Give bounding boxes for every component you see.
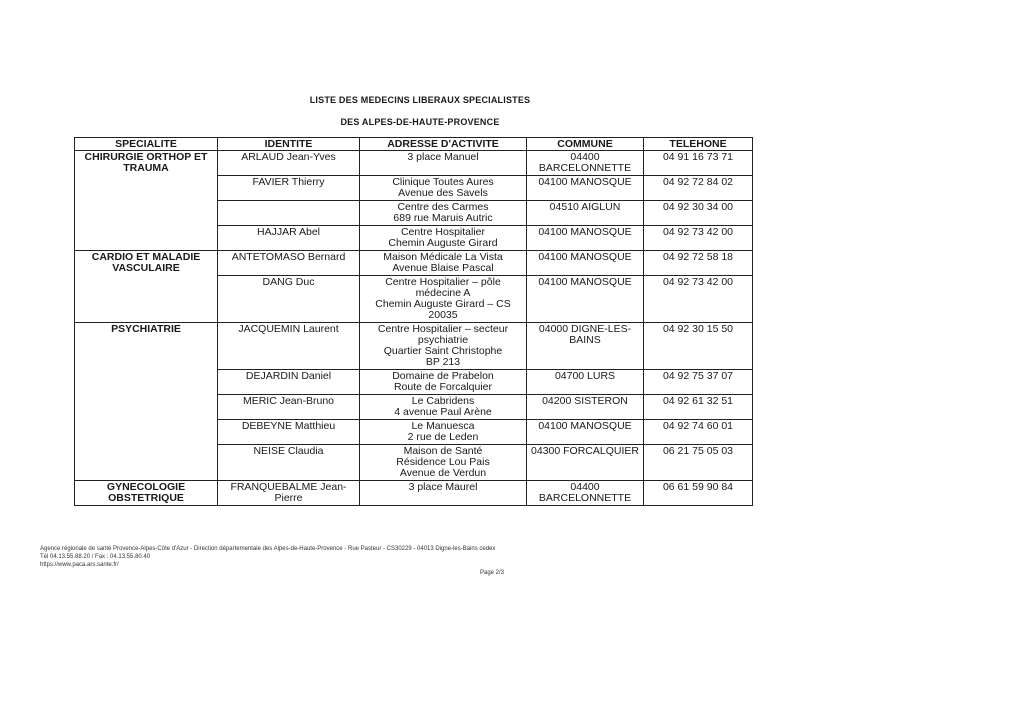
adresse-cell: [360, 395, 527, 420]
adresse-cell: [360, 151, 527, 176]
identite-cell: HAJJAR Abel: [218, 226, 360, 251]
specialite-cell: PSYCHIATRIE: [75, 323, 218, 481]
telephone-cell: 04 92 30 15 50: [644, 323, 753, 370]
identite-cell: ARLAUD Jean-Yves: [218, 151, 360, 176]
table-row: [75, 251, 753, 276]
specialite-cell: CHIRURGIE ORTHOP ET TRAUMA: [75, 151, 218, 251]
footer-website: https://www.paca.ars.sante.fr/: [40, 562, 119, 568]
adresse-line: Chemin Auguste Girard: [388, 237, 498, 249]
commune-cell: 04200 SISTERON: [527, 395, 644, 420]
adresse-line: Route de Forcalquier: [393, 381, 493, 393]
adresse-line: Le Manuesca: [411, 420, 475, 432]
telephone-cell: 04 92 74 60 01: [644, 420, 753, 445]
telephone-cell: 04 92 72 58 18: [644, 251, 753, 276]
adresse-line: Centre Hospitalier – pôle médecine A: [385, 276, 501, 299]
column-header: COMMUNE: [527, 138, 644, 151]
adresse-line: Centre des Carmes: [397, 201, 489, 213]
specialite-cell: GYNECOLOGIE OBSTETRIQUE: [75, 481, 218, 506]
telephone-cell: 04 92 73 42 00: [644, 226, 753, 251]
commune-cell: 04400 BARCELONNETTE: [527, 151, 644, 176]
adresse-line: Le Cabridens: [411, 395, 475, 407]
identite-cell: ANTETOMASO Bernard: [218, 251, 360, 276]
commune-cell: 04100 MANOSQUE: [527, 251, 644, 276]
identite-cell: DANG Duc: [218, 276, 360, 323]
telephone-cell: 04 91 16 73 71: [644, 151, 753, 176]
page-number: Page 2/3: [480, 570, 505, 576]
commune-cell: 04510 AIGLUN: [527, 201, 644, 226]
table-body: [75, 151, 753, 506]
commune-cell: 04100 MANOSQUE: [527, 226, 644, 251]
adresse-cell: [360, 370, 527, 395]
adresse-cell: [360, 226, 527, 251]
adresse-line: Clinique Toutes Aures: [392, 176, 494, 188]
telephone-cell: 04 92 61 32 51: [644, 395, 753, 420]
adresse-line: 3 place Manuel: [407, 151, 479, 163]
column-header: SPECIALITE: [75, 138, 218, 151]
column-header: TELEHONE: [644, 138, 753, 151]
commune-cell: 04700 LURS: [527, 370, 644, 395]
adresse-line: 689 rue Maruis Autric: [393, 212, 493, 224]
footer-address: Agence régionale de santé Provence-Alpes-Côte d'Azur - Direction départementale des Alpes-de-Haute-Provence - Rue Pasteur - CS30229 - 04013 Digne-les-Bains cedex: [40, 546, 496, 552]
adresse-cell: [360, 420, 527, 445]
adresse-line: BP 213: [425, 356, 461, 368]
adresse-line: 4 avenue Paul Arène: [394, 406, 492, 418]
adresse-line: Chemin Auguste Girard – CS 20035: [375, 298, 511, 321]
adresse-line: 2 rue de Leden: [407, 431, 479, 443]
footer-phone: Tél 04.13.55.88.20 / Fax : 04.13.55.80.40: [40, 554, 151, 560]
adresse-cell: [360, 176, 527, 201]
telephone-cell: 04 92 75 37 07: [644, 370, 753, 395]
adresse-line: Avenue Blaise Pascal: [392, 262, 494, 274]
identite-cell: FAVIER Thierry: [218, 176, 360, 201]
identite-cell: MERIC Jean-Bruno: [218, 395, 360, 420]
identite-cell: DEBEYNE Matthieu: [218, 420, 360, 445]
column-header: IDENTITE: [218, 138, 360, 151]
identite-cell: FRANQUEBALME Jean-Pierre: [218, 481, 360, 506]
adresse-line: Centre Hospitalier – secteur psychiatrie: [377, 323, 509, 346]
commune-cell: 04100 MANOSQUE: [527, 420, 644, 445]
table-row: [75, 323, 753, 370]
adresse-cell: [360, 201, 527, 226]
document-title: LISTE DES MEDECINS LIBERAUX SPECIALISTES: [309, 95, 531, 105]
column-header: ADRESSE D'ACTIVITE: [360, 138, 527, 151]
identite-cell: JACQUEMIN Laurent: [218, 323, 360, 370]
adresse-cell: [360, 251, 527, 276]
doctors-table: [74, 137, 753, 506]
commune-cell: 04100 MANOSQUE: [527, 276, 644, 323]
table-row: [75, 481, 753, 506]
telephone-cell: 04 92 72 84 02: [644, 176, 753, 201]
adresse-line: Domaine de Prabelon: [392, 370, 494, 382]
telephone-cell: 04 92 30 34 00: [644, 201, 753, 226]
adresse-line: Quartier Saint Christophe: [383, 345, 503, 357]
adresse-line: Résidence Lou Pais: [396, 456, 490, 468]
commune-cell: 04300 FORCALQUIER: [527, 445, 644, 481]
identite-cell: DEJARDIN Daniel: [218, 370, 360, 395]
commune-cell: 04100 MANOSQUE: [527, 176, 644, 201]
adresse-cell: [360, 276, 527, 323]
adresse-cell: [360, 323, 527, 370]
footer: [40, 545, 495, 569]
adresse-line: 3 place Maurel: [408, 481, 478, 493]
document-subtitle: DES ALPES-DE-HAUTE-PROVENCE: [340, 117, 500, 127]
adresse-cell: [360, 481, 527, 506]
adresse-line: Maison Médicale La Vista: [383, 251, 503, 263]
table-header-row: [75, 138, 753, 151]
commune-cell: 04000 DIGNE-LES-BAINS: [527, 323, 644, 370]
adresse-line: Avenue de Verdun: [399, 467, 487, 479]
specialite-cell: CARDIO ET MALADIE VASCULAIRE: [75, 251, 218, 323]
telephone-cell: 06 61 59 90 84: [644, 481, 753, 506]
telephone-cell: 06 21 75 05 03: [644, 445, 753, 481]
telephone-cell: 04 92 73 42 00: [644, 276, 753, 323]
adresse-line: Centre Hospitalier: [400, 226, 486, 238]
identite-cell: [218, 201, 360, 226]
adresse-line: Maison de Santé: [403, 445, 483, 457]
table-row: [75, 151, 753, 176]
identite-cell: NEISE Claudia: [218, 445, 360, 481]
commune-cell: 04400 BARCELONNETTE: [527, 481, 644, 506]
adresse-cell: [360, 445, 527, 481]
adresse-line: Avenue des Savels: [398, 187, 488, 199]
